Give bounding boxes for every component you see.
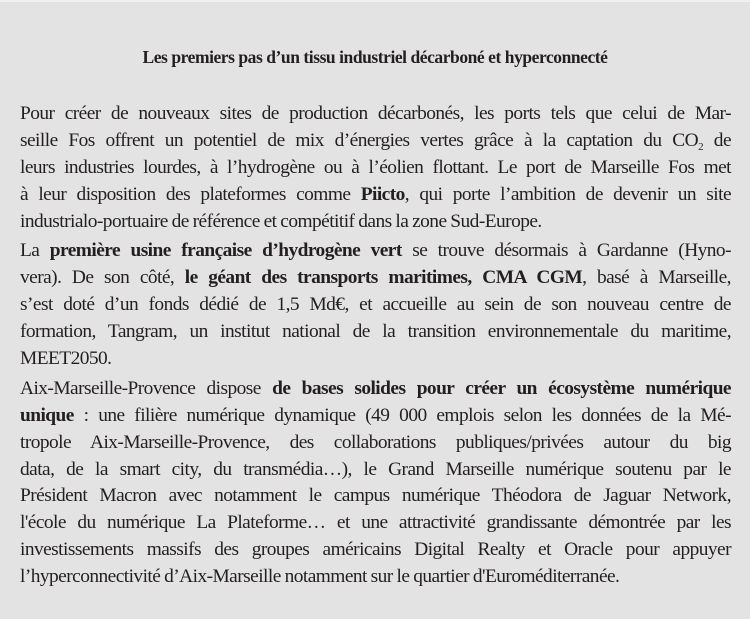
text-line: La première usine française d’hydrogène vert se trouve désormais à Gardanne (Hyno- xyxy=(20,240,731,262)
article-body xyxy=(20,101,731,594)
text-line: data, de la smart city, du transmédia…), le Grand Marseille numérique soutenu par le xyxy=(20,458,731,480)
text-line: vera). De son côté, le géant des transports maritimes, CMA CGM, basé à Marseille, xyxy=(20,267,731,289)
text-line: Pour créer de nouveaux sites de production décarbonés, les ports tels que celui de Mar- xyxy=(20,103,731,124)
bold-highlight-unique: unique xyxy=(20,404,74,426)
text-line: investissements massifs des groupes américains Digital Realty et Oracle pour appuyer xyxy=(20,539,731,561)
text-line: leurs industries lourdes, à l’hydrogène ou à l’éolien flottant. Le port de Marseille Fos met xyxy=(20,156,731,178)
section-heading: Les premiers pas d’un tissu industriel décarboné et hyperconnecté xyxy=(142,47,608,67)
bold-highlight-digital: de bases solides pour créer un écosystème numérique xyxy=(272,377,731,399)
text-line: Président Macron avec notamment le campus numérique Théodora de Jaguar Network, xyxy=(20,485,731,507)
paragraph-decarbonized-ports xyxy=(20,101,731,235)
bold-highlight-hydrogen: première usine française d’hydrogène vert xyxy=(49,240,402,262)
text-line: l'école du numérique La Plateforme… et une attractivité grandissante démontrée par les xyxy=(20,512,731,534)
text-line: tropole Aix-Marseille-Provence, des collaborations publiques/privées autour du big xyxy=(20,431,731,453)
bold-highlight-piicto: Piicto xyxy=(360,183,405,205)
paragraph-digital-ecosystem xyxy=(20,376,731,591)
text-line: MEET2050. xyxy=(20,348,112,370)
text-line: seille Fos offrent un potentiel de mix d’énergies vertes grâce à la captation du $CO_2$ de xyxy=(20,129,732,153)
text-line: à leur disposition des plateformes comme Piicto, qui porte l’ambition de devenir un site xyxy=(20,183,731,205)
text-line: Aix-Marseille-Provence dispose de bases solides pour créer un écosystème numérique xyxy=(20,377,731,399)
text-line: industrialo-portuaire de référence et compétitif dans la zone Sud-Europe. xyxy=(20,210,542,232)
top-border-strip xyxy=(0,0,750,2)
text-line: unique : une filière numérique dynamique (49 000 emplois selon les données de la Mé- xyxy=(20,404,731,426)
text-line: s’est doté d’un fonds dédié de 1,5 Md€, et accueille au sein de son nouveau centre de xyxy=(20,294,731,316)
paragraph-hydrogen-cma-cgm xyxy=(20,238,731,372)
subscript: 2 xyxy=(698,140,704,153)
bold-highlight-cma-cgm: le géant des transports maritimes, CMA CGM xyxy=(184,267,583,289)
text-line: formation, Tangram, un institut national de la transition environnementale du maritime, xyxy=(20,321,731,343)
text-line: l’hyperconnectivité d’Aix-Marseille notamment sur le quartier d'Euroméditerranée. xyxy=(20,566,620,588)
